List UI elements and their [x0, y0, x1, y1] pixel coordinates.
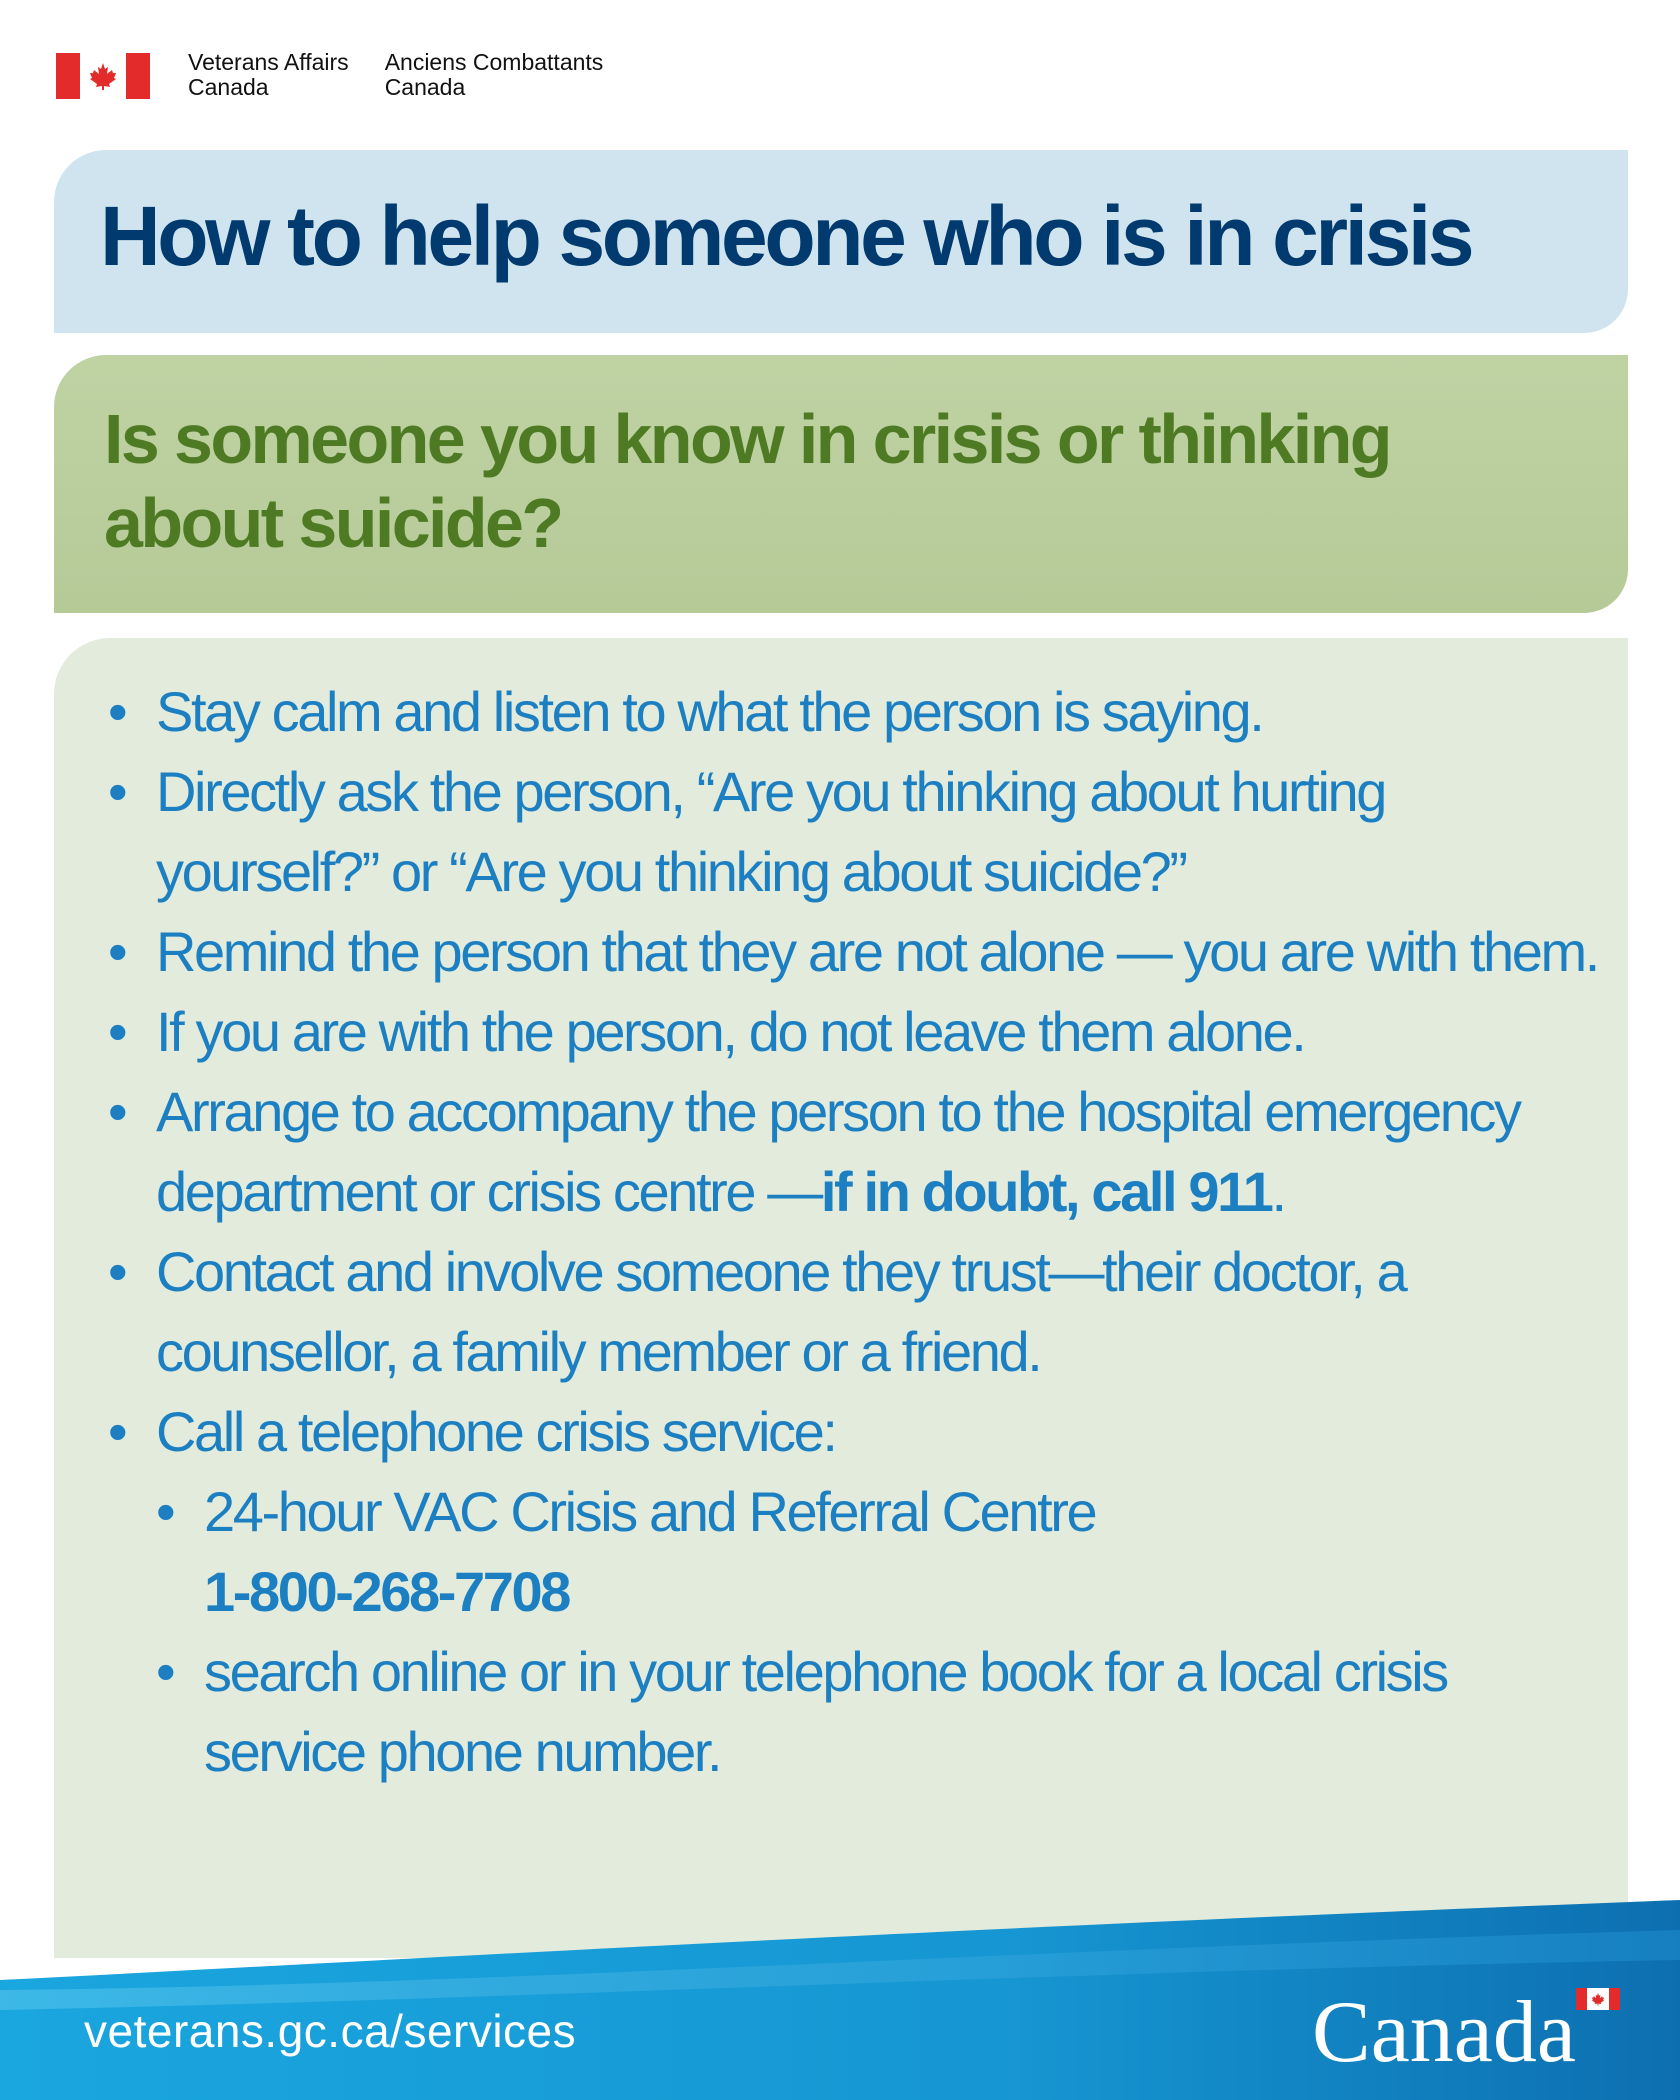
- bullet-icon: •: [108, 760, 126, 823]
- title-banner: [54, 150, 1628, 333]
- page-subtitle: Is someone you know in crisis or thinking about suicide?: [104, 400, 1390, 562]
- dept-en-line2: Canada: [188, 74, 269, 100]
- footer-url[interactable]: veterans.gc.ca/services: [84, 2005, 577, 2057]
- page-title: How to help someone who is in crisis: [100, 189, 1472, 283]
- bullet-icon: •: [108, 680, 126, 743]
- list-item: [108, 672, 1608, 752]
- list-item: [108, 1392, 1608, 1792]
- dept-fr-line2: Canada: [384, 74, 466, 100]
- list-item: [108, 912, 1608, 992]
- list-item: [108, 1072, 1608, 1232]
- list-item: [108, 752, 1608, 912]
- sub-list-item: [156, 1472, 1608, 1632]
- bullet-text-end: .: [1271, 1160, 1285, 1223]
- list-item: [108, 1232, 1608, 1392]
- department-name-french: [385, 50, 604, 100]
- bullet-text: Arrange to accompany the person to the hospital emergency department or crisis centre —: [156, 1080, 1520, 1223]
- bullet-icon: •: [108, 1240, 126, 1303]
- sub-list-item: [156, 1632, 1608, 1792]
- content-box: [54, 638, 1628, 1958]
- department-name-english: [188, 50, 349, 100]
- bullet-text: Call a telephone crisis service:: [156, 1400, 836, 1463]
- bullet-text: If you are with the person, do not leave them alone.: [156, 1000, 1305, 1063]
- bullet-text: Directly ask the person, “Are you thinking about hurting yourself?” or “Are you thinking about suicide?”: [156, 760, 1385, 903]
- bullet-icon: •: [108, 1000, 126, 1063]
- bullet-text: search online or in your telephone book for a local crisis service phone number.: [204, 1640, 1447, 1783]
- list-item: [108, 992, 1608, 1072]
- header: [56, 50, 603, 104]
- dept-fr-line1: Anciens Combattants: [384, 49, 604, 75]
- crisis-centre-name: 24-hour VAC Crisis and Referral Centre: [204, 1480, 1096, 1543]
- advice-list: [108, 672, 1608, 1792]
- bullet-icon: •: [108, 920, 126, 983]
- subtitle-banner: [54, 355, 1628, 613]
- bullet-text: Stay calm and listen to what the person is saying.: [156, 680, 1263, 743]
- call-911-emphasis: if in doubt, call 911: [820, 1160, 1272, 1223]
- bullet-icon: •: [108, 1080, 126, 1143]
- canada-wordmark: Canada: [1312, 1984, 1576, 2081]
- bullet-text: Remind the person that they are not alone — you are with them.: [156, 920, 1598, 983]
- bullet-text: Contact and involve someone they trust—their doctor, a counsellor, a family member or a friend.: [156, 1240, 1406, 1383]
- bullet-icon: •: [156, 1640, 174, 1703]
- crisis-phone-number: 1-800-268-7708: [204, 1560, 569, 1623]
- bullet-icon: •: [156, 1480, 174, 1543]
- dept-en-line1: Veterans Affairs: [188, 49, 349, 75]
- canada-flag-icon: [56, 53, 150, 99]
- bullet-icon: •: [108, 1400, 126, 1463]
- crisis-service-list: [156, 1472, 1608, 1792]
- wordmark-flag-icon: [1576, 1988, 1620, 2010]
